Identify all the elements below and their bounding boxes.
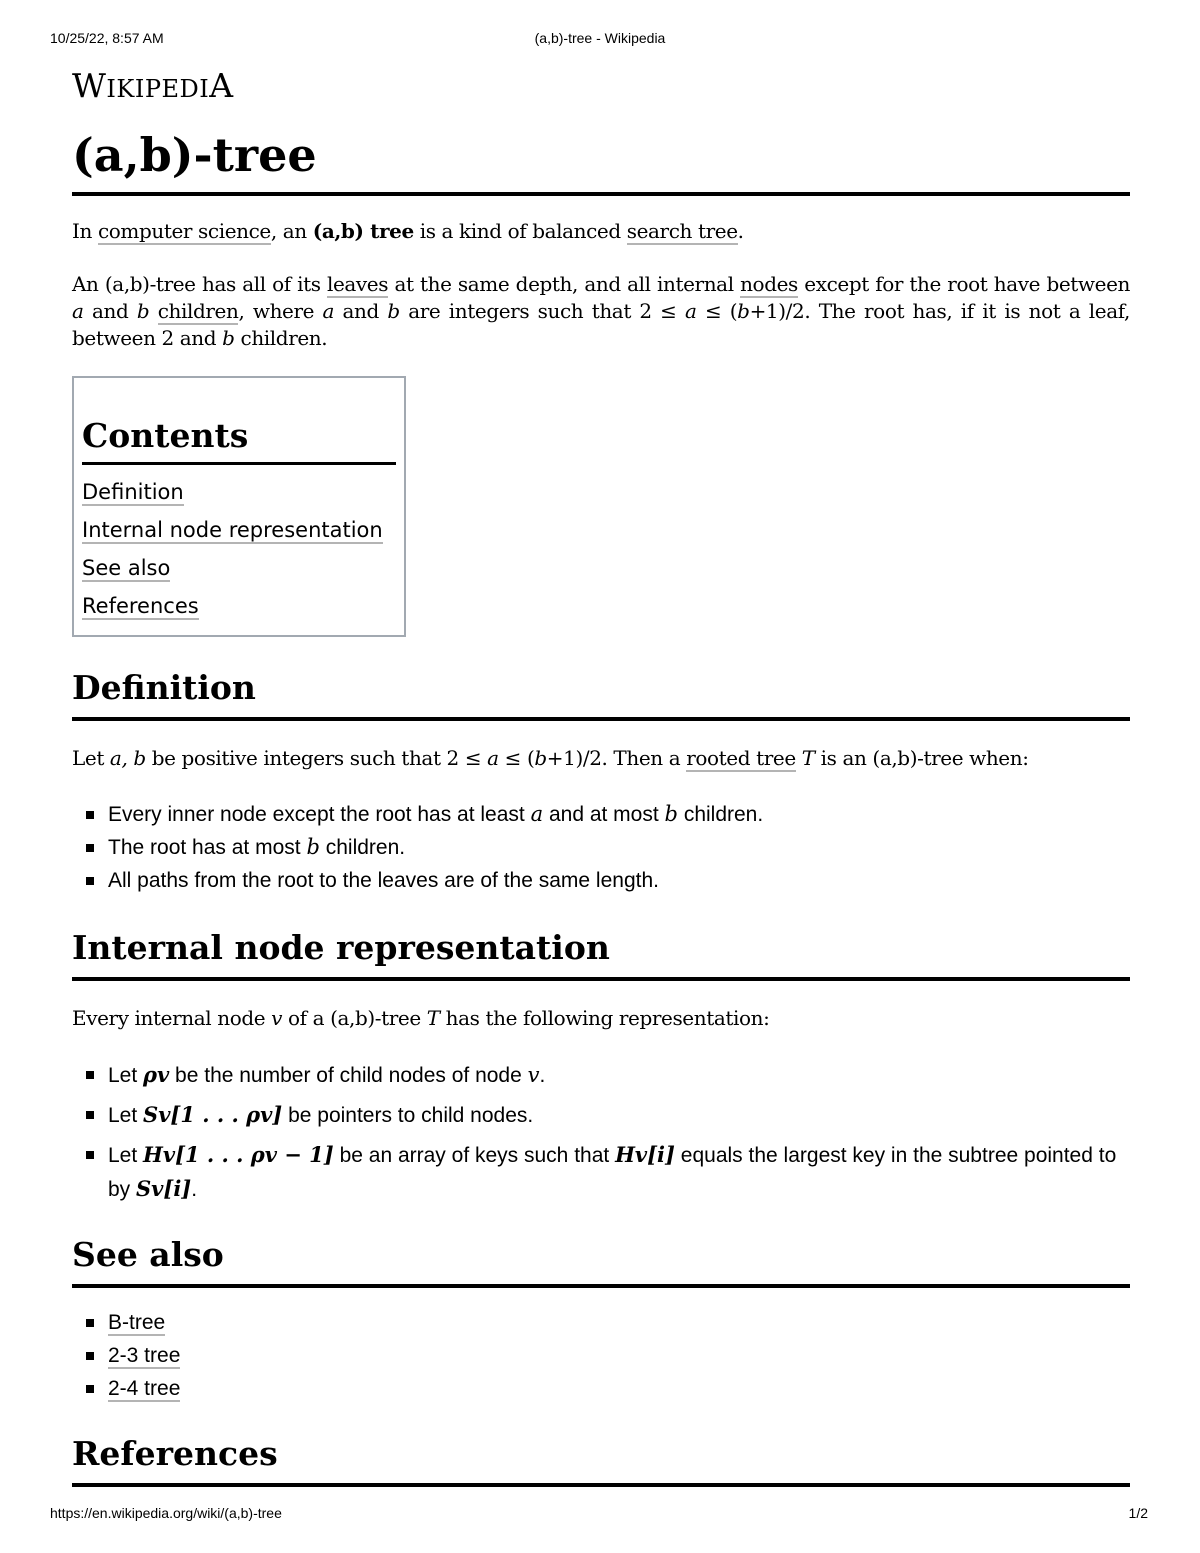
toc-link-definition[interactable]: Definition: [82, 480, 184, 504]
toc-link-see-also[interactable]: See also: [82, 556, 171, 580]
section-heading-references: References: [72, 1433, 1130, 1487]
toc-item: [82, 511, 396, 549]
internal-list: [72, 1058, 1130, 1206]
intro-paragraph: In computer science, an (a,b) tree is a kind of balanced search tree.: [72, 219, 744, 243]
toc-item: [82, 473, 396, 511]
list-item: Let ρv be the number of child nodes of node v.: [72, 1058, 1130, 1092]
link-children[interactable]: children: [157, 299, 239, 323]
print-datetime: 10/25/22, 8:57 AM: [50, 30, 164, 46]
section-heading-see-also: See also: [72, 1234, 1130, 1288]
definition-lead: Let a, b be positive integers such that 2 ≤ a ≤ (b+1)/2. Then a rooted tree T is an (a,b)-tree when:: [72, 746, 1029, 770]
print-page-title: (a,b)-tree - Wikipedia: [534, 30, 666, 46]
see-also-list: [72, 1306, 1130, 1405]
list-item: [72, 1306, 1130, 1339]
wikipedia-logo[interactable]: WIKIPEDIA: [72, 66, 234, 105]
list-item: The root has at most b children.: [72, 831, 1130, 864]
toc-title: Contents: [82, 414, 396, 465]
link-2-4-tree[interactable]: 2-4 tree: [108, 1377, 181, 1400]
internal-lead: Every internal node v of a (a,b)-tree T has the following representation:: [72, 1006, 770, 1030]
list-item: [72, 1339, 1130, 1372]
link-nodes[interactable]: nodes: [740, 272, 798, 296]
page-title: (a,b)-tree: [72, 126, 1130, 196]
bold-term: (a,b) tree: [312, 219, 414, 243]
link-2-3-tree[interactable]: 2-3 tree: [108, 1344, 181, 1367]
print-footer: [0, 1505, 1200, 1525]
list-item: [72, 1372, 1130, 1405]
description-paragraph: An (a,b)-tree has all of its leaves at the same depth, and all internal nodes except for the root have between a and b children, where a and b are integers such that 2 ≤ a ≤ (b+1)/2. The root has, if it is not a leaf, between 2 and b children.: [72, 272, 1131, 350]
print-url: https://en.wikipedia.org/wiki/(a,b)-tree: [50, 1505, 282, 1521]
table-of-contents: [72, 376, 406, 637]
link-b-tree[interactable]: B-tree: [108, 1311, 166, 1334]
toc-link-references[interactable]: References: [82, 594, 199, 618]
section-heading-definition: Definition: [72, 667, 1130, 721]
section-heading-internal-node-representation: Internal node representation: [72, 927, 1130, 981]
link-search-tree[interactable]: search tree: [626, 219, 738, 243]
list-item: Every inner node except the root has at least a and at most b children.: [72, 798, 1130, 831]
article-content: [72, 66, 1130, 1487]
list-item: Let Hv[1 . . . ρv − 1] be an array of keys such that Hv[i] equals the largest key in the subtree pointed to by Sv[i].: [72, 1138, 1130, 1206]
link-rooted-tree[interactable]: rooted tree: [686, 746, 796, 770]
print-header: [0, 30, 1200, 50]
list-item: Let Sv[1 . . . ρv] be pointers to child nodes.: [72, 1098, 1130, 1132]
link-computer-science[interactable]: computer science: [97, 219, 271, 243]
link-leaves[interactable]: leaves: [326, 272, 389, 296]
print-page-number: 1/2: [1128, 1505, 1148, 1521]
list-item: All paths from the root to the leaves are of the same length.: [72, 864, 1130, 897]
toc-item: [82, 587, 396, 625]
toc-link-internal-node-representation[interactable]: Internal node representation: [82, 518, 383, 542]
toc-item: [82, 549, 396, 587]
definition-list: [72, 798, 1130, 897]
